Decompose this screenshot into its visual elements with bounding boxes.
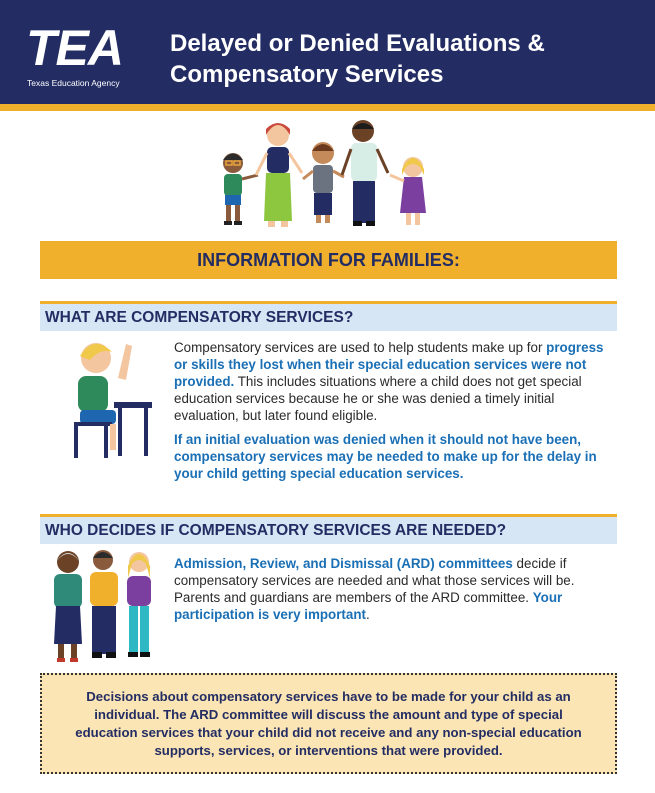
section-who-paragraph [174,555,612,623]
student-raising-hand-figure [74,343,152,458]
section-what-paragraph-1 [174,339,612,424]
mother-figure [256,123,302,227]
tea-logo [26,22,151,90]
page-title [170,28,640,90]
child-boy-figure [303,142,344,223]
family-illustration [210,117,440,235]
student-illustration [60,338,160,462]
title-line-1: Delayed or Denied Evaluations & [170,30,545,57]
child-boy-glasses-figure [223,153,258,225]
child-girl-figure [390,157,426,225]
logo-subtitle: Texas Education Agency [27,78,120,88]
section-what-heading: WHAT ARE COMPENSATORY SERVICES? [40,301,617,331]
highlight-text: Admission, Review, and Dismissal (ARD) committees [174,556,513,571]
grandfather-figure [90,550,118,658]
title-line-2: Compensatory Services [170,61,444,88]
highlight-text: progress or skills they lost when their special education services were not provided. [174,340,604,389]
woman-figure [127,552,151,657]
info-for-families-banner: INFORMATION FOR FAMILIES: [40,241,617,279]
decisions-callout-box [40,673,617,774]
callout-text: Decisions about compensatory services have to be made for your child as an individual. The ARD committee will discuss the amount and type of special education services that your child did not receive and any non-special education supports, services, or interventions that were provided. [75,688,582,758]
paragraph-text: decide if compensatory services are needed and what those services will be. Parents and guardians are members of the ARD committee. [174,556,575,605]
father-figure [342,120,388,226]
section-what-paragraph-2: If an initial evaluation was denied when it should not have been, compensatory services may be needed to make up for the delay in your child getting special education services. [174,432,597,481]
section-who-heading: WHO DECIDES IF COMPENSATORY SERVICES ARE NEEDED? [40,514,617,544]
paragraph-text: This includes situations where a child does not get special education services because he or she was denied a timely initial evaluation, but later found eligible. [174,374,582,423]
header-stripe [0,104,655,111]
paragraph-text: Compensatory services are used to help students make up for [174,340,547,355]
grandmother-figure [54,551,82,662]
paragraph-text: . [365,607,370,622]
committee-illustration [48,548,160,666]
highlight-text: Your participation is very important [174,590,563,622]
header-bar [0,0,655,104]
logo-letters: TEA [26,20,123,76]
